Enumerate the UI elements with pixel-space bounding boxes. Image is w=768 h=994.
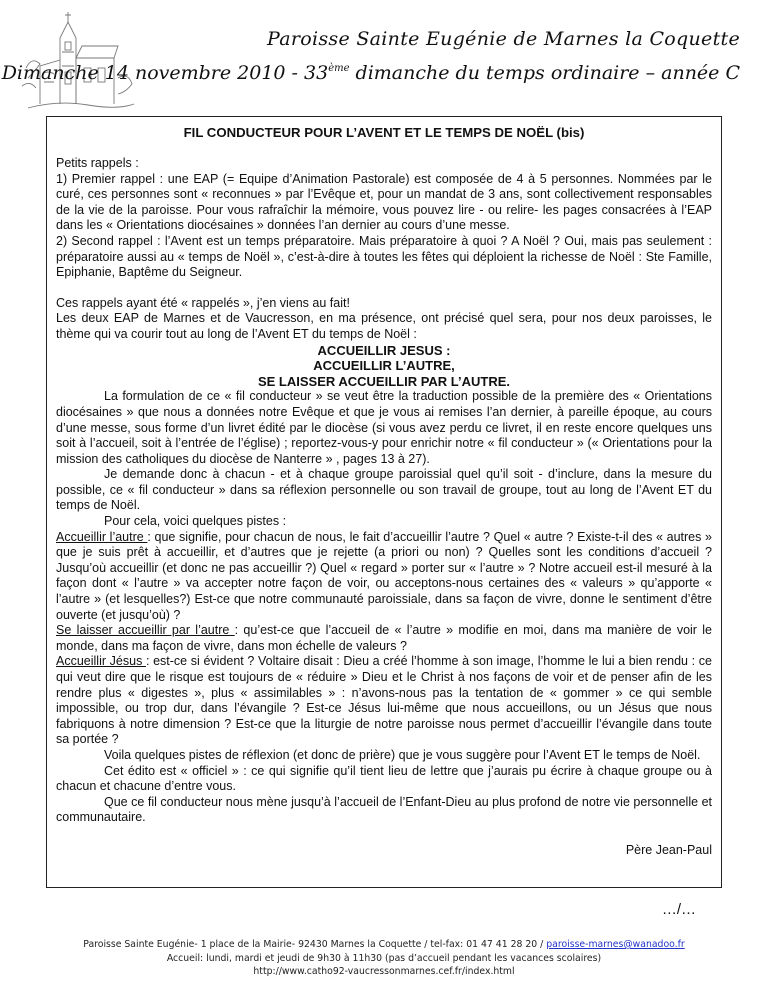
article-title: FIL CONDUCTEUR POUR L’AVENT ET LE TEMPS DE NOËL (bis) [183, 125, 585, 140]
email-link[interactable]: paroisse-marnes@wanadoo.fr [546, 939, 685, 950]
paragraph: Accueillir l’autre : que signifie, pour chacun de nous, le fait d’accueillir l’autre ? Quel « autre ? Existe-t-il des « autres » que je suis prêt à accueillir, et d’autres que je rejette (a priori ou non) ? Quelles sont les conditions d’accueil ? Jusqu’où accueillir (et donc ne pas accueillir ?) Quel « regard » porter sur « l’autre » ? Notre accueil est-il mesuré à la façon dont « l’autre » va accepter notre façon de voir, ou acceptons-nous certaines des « valeurs » qu’apporte « l’autre » (et lesquelles?) Est-ce que notre communauté paroissiale, dans sa façon de vivre, donne le sentiment d’être ouverte (et jusqu’où) ? [56, 529, 712, 622]
footer-address-line: Paroisse Sainte Eugénie- 1 place de la Mairie- 92430 Marnes la Coquette / tel-fax: 01 47 41 28 20 / paroisse-marnes@wanadoo.fr [83, 939, 685, 950]
paragraph: Accueillir Jésus : est-ce si évident ? Voltaire disait : Dieu a créé l’homme à son image, l’homme le lui a bien rendu : ce qui veut dire que le risque est toujours de « réduire » Dieu et le Christ à nos façons de voir et de penser afin de les rendre plus « digestes », plus « assimilables » : n’avons-nous pas la tentation de « gommer » ce qui semble impossible, ou trop dur, dans l’évangile ? Est-ce Jésus lui-même que nous accueillons, ou un Jésus que nous fabriquons à notre dimension ? Est-ce que la liturgie de notre paroisse nous permet d’accueillir l’évangile dans toute sa portée ? [56, 654, 712, 747]
theme-line: ACCUEILLIR JESUS : [317, 342, 451, 358]
footer-website-link[interactable]: http://www.catho92-vaucressonmarnes.cef.fr/index.html [253, 966, 515, 977]
paragraph: Ces rappels ayant été « rappelés », j’en viens au fait! [56, 295, 350, 310]
signature: Père Jean-Paul [625, 842, 712, 857]
date-rest: dimanche du temps ordinaire – année C [349, 62, 740, 84]
article-box [46, 116, 722, 888]
paragraph: Petits rappels : [56, 156, 139, 170]
theme-line: ACCUEILLIR L’AUTRE, [313, 358, 455, 374]
paragraph: 2) Second rappel : l’Avent est un temps préparatoire. Mais préparatoire à quoi ? A Noël ? Oui, mais pas seulement : préparatoire aussi au « temps de Noël », c’est-à-dire à toutes les fêtes qui déploient la richesse de Noël : Ste Famille, Epiphanie, Baptême du Seigneur. [56, 233, 712, 280]
date-main: Dimanche 14 novembre 2010 - 33 [1, 62, 329, 84]
paragraph: La formulation de ce « fil conducteur » se veut être la traduction possible de la première des « Orientations diocésaines » que nous a données notre Evêque et que je vous ai remises l’an dernier, à pareille époque, au cours d’une messe, sous forme d’un livret édité par le diocèse (si vous avez perdu ce livret, il en reste encore quelques uns soit à l’accueil, soit à l’entrée de l’église) ; reportez-vous-y pour enrichir notre « fil conducteur » (« Orientations pour la mission des catholiques du diocèse de Nanterre » , pages 13 à 27). [56, 389, 712, 466]
paragraph: Cet édito est « officiel » : ce qui signifie qu’il tient lieu de lettre que j’aurais pu écrire à chaque groupe ou à chacun et chacune d’entre vous. [56, 763, 712, 794]
paragraph: Pour cela, voici quelques pistes : [104, 514, 287, 529]
paragraph: Se laisser accueillir par l’autre : qu’est-ce que l’accueil de « l’autre » modifie en moi, dans ma manière de voir le monde, dans ma façon de vivre, dans mon échelle de valeurs ? [56, 623, 712, 653]
church-drawing-logo [18, 8, 136, 114]
heading-accueillir-autre: Accueillir l’autre [56, 529, 148, 544]
paragraph: Que ce fil conducteur nous mène jusqu’à l’accueil de l’Enfant-Dieu au plus profond de notre vie personnelle et communautaire. [56, 794, 712, 825]
paragraph: Je demande donc à chacun - et à chaque groupe paroissial quel qu’il soit - d’inclure, dans la mesure du possible, ce « fil conducteur » dans sa réflexion personnelle ou son travail de groupe, tout au long de l’Avent ET du temps de Noël. [56, 467, 712, 513]
paragraph: 1) Premier rappel : une EAP (= Equipe d’Animation Pastorale) est composée de 4 à 5 personnes. Nommées par le curé, ces personnes sont « reconnues » par l’Evêque et, pour un mandat de 3 ans, sont collectivement responsables de la vie de la paroisse. Pour vous rafraîchir la mémoire, vous pouvez lire - ou relire- les pages consacrées à l’EAP dans les « Orientations diocésaines » données l’an dernier au cours d’une messe. [56, 171, 712, 233]
theme-line: SE LAISSER ACCUEILLIR PAR L’AUTRE. [257, 373, 511, 389]
heading-se-laisser-accueillir: Se laisser accueillir par l’autre [56, 623, 235, 638]
parish-name-header: Paroisse Sainte Eugénie de Marnes la Coquette [267, 28, 740, 50]
continuation-mark: …/… [661, 901, 696, 918]
paragraph: Les deux EAP de Marnes et de Vaucresson, en ma présence, ont précisé quel sera, pour nos deux paroisses, le thème qui va courir tout au long de l’Avent ET du temps de Noël : [56, 311, 712, 341]
footer-hours-line: Accueil: lundi, mardi et jeudi de 9h30 à 11h30 (pas d’accueil pendant les vacances scolaires) [166, 952, 602, 964]
date-superscript: ème [328, 63, 350, 74]
footer [0, 938, 768, 979]
paragraph: Voila quelques pistes de réflexion (et donc de prière) que je vous suggère pour l’Avent ET le temps de Noël. [104, 747, 701, 762]
date-header [2, 62, 740, 84]
heading-accueillir-jesus: Accueillir Jésus [56, 654, 146, 669]
